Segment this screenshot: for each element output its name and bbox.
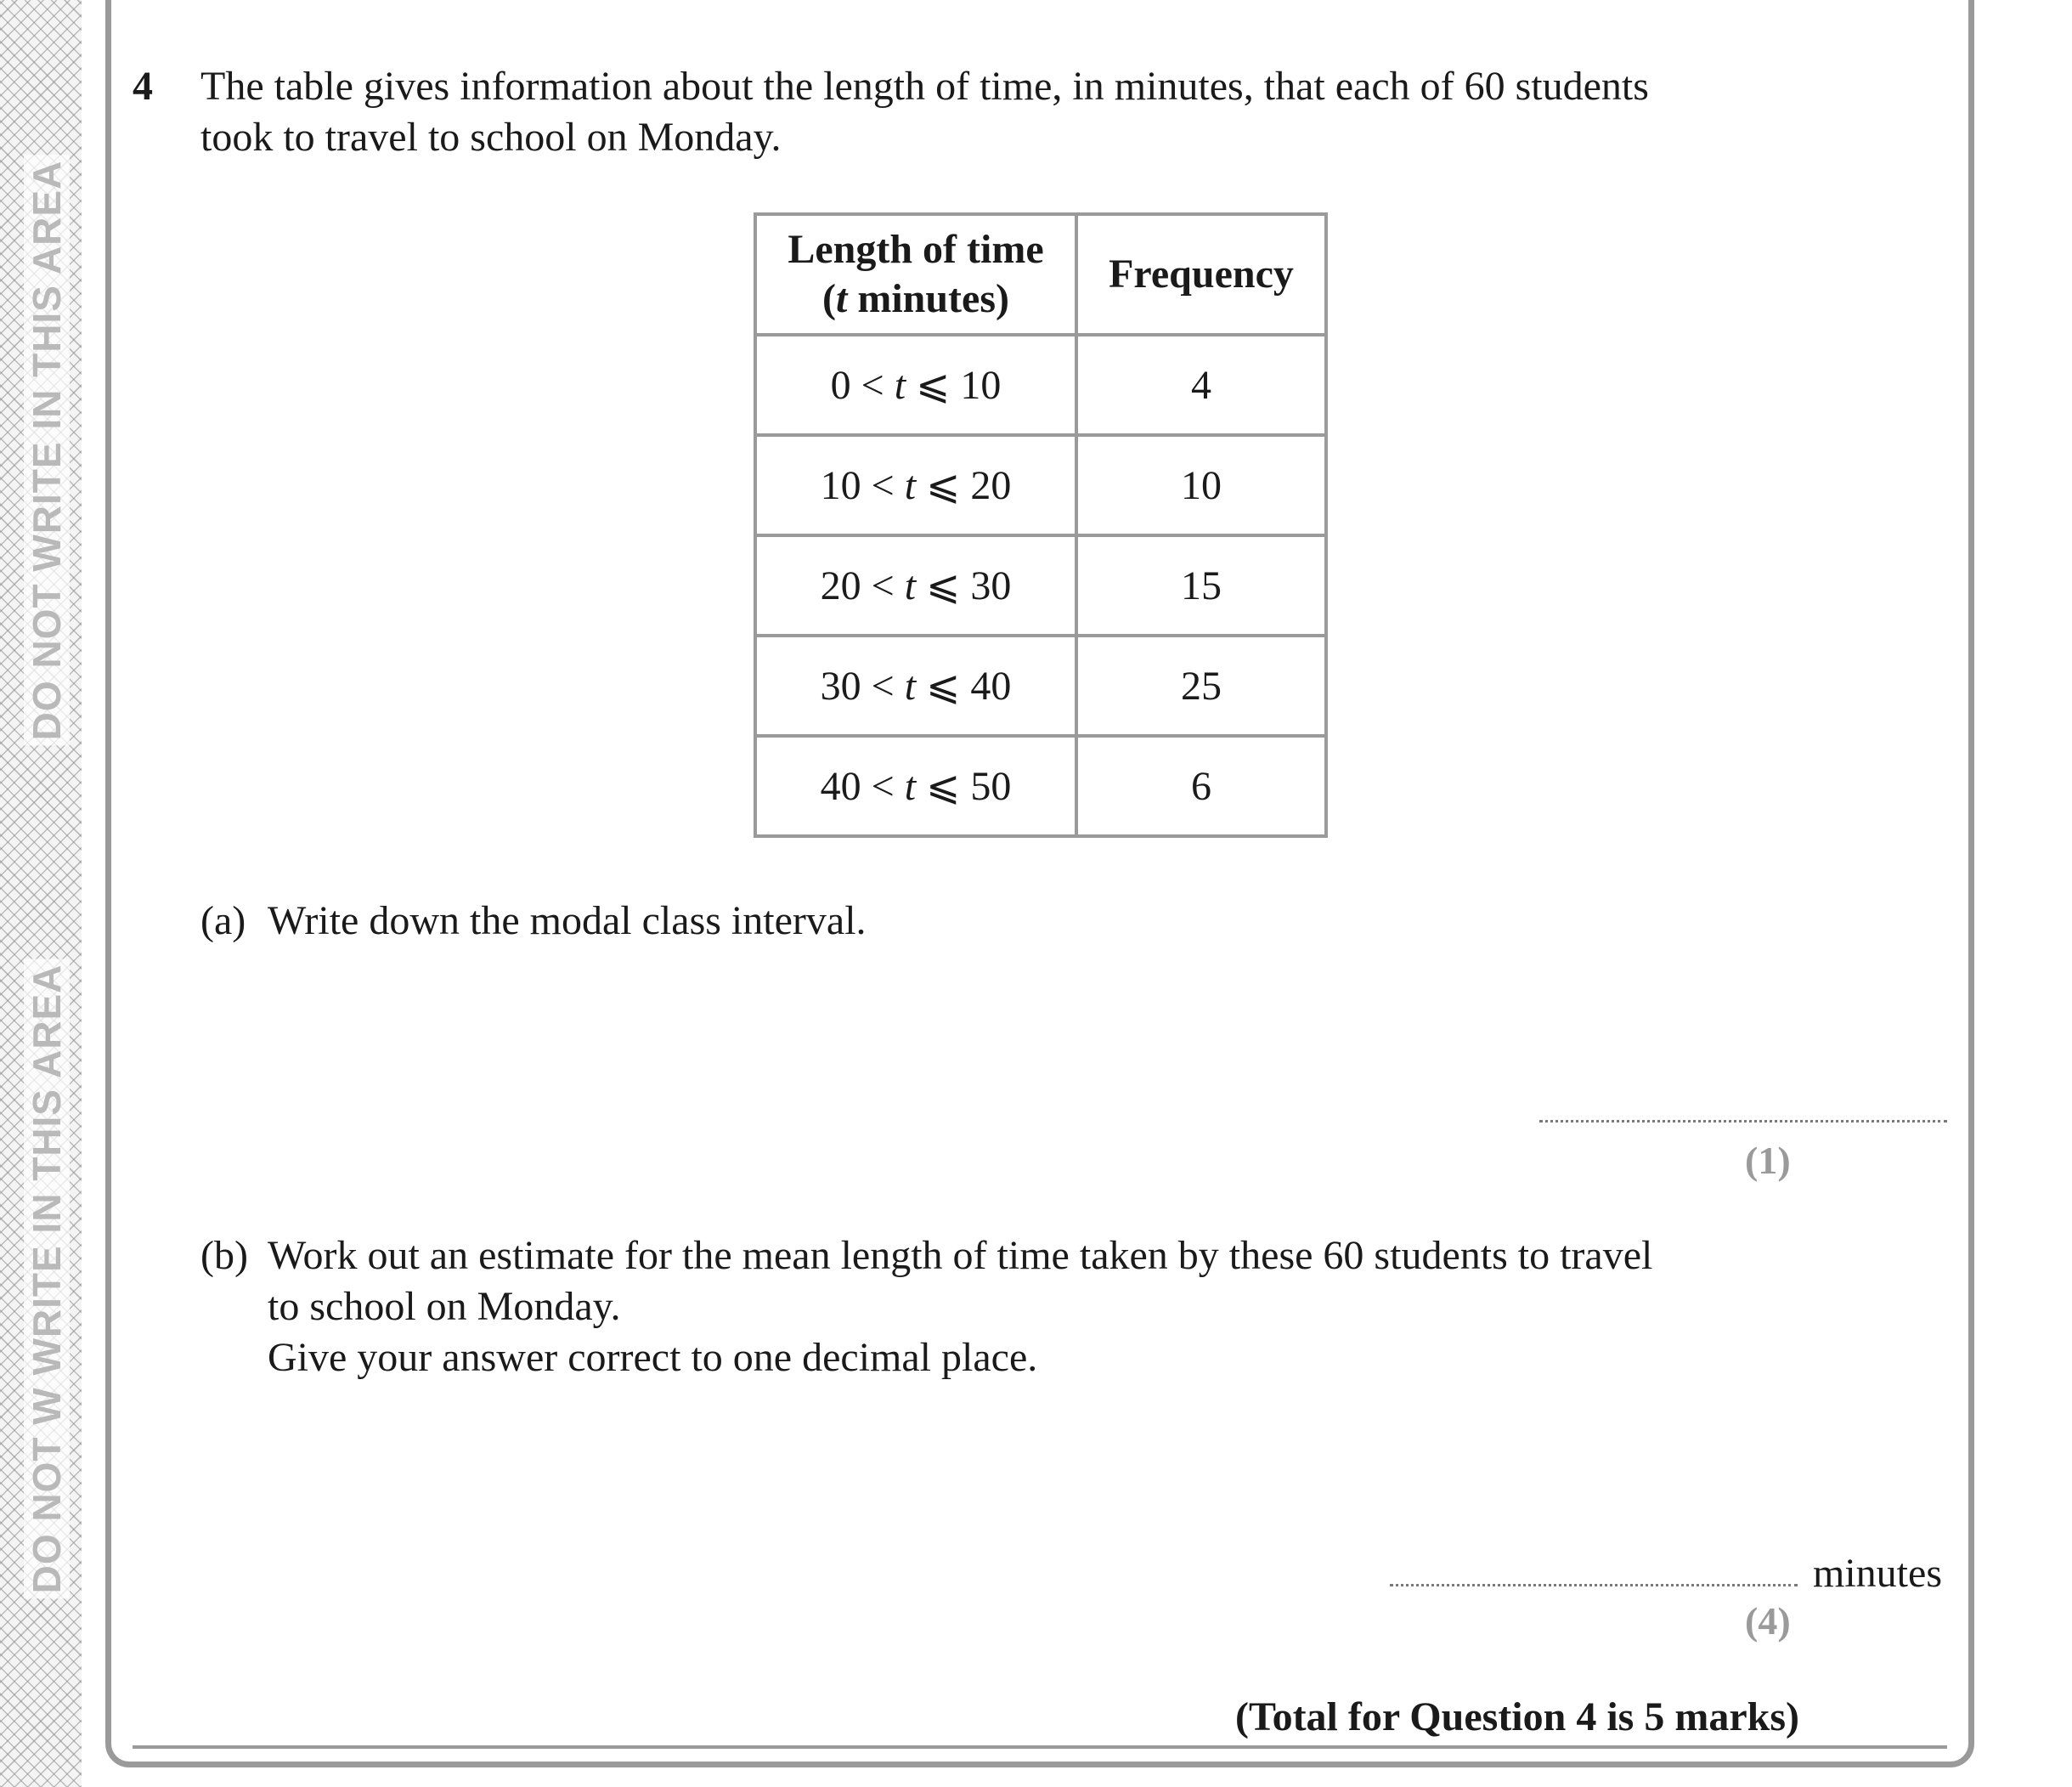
interval-cell [755, 736, 1076, 836]
interval-variable: t [904, 463, 917, 508]
frequency-cell: 10 [1076, 435, 1326, 535]
lt-symbol: < [861, 363, 884, 408]
frequency-cell: 25 [1076, 636, 1326, 736]
part-b-line-2: to school on Monday. [268, 1284, 621, 1329]
table-row [755, 335, 1326, 435]
interval-lower: 30 [820, 664, 861, 709]
margin-warning-top: DO NOT WRITE IN THIS AREA [24, 156, 70, 746]
marks-a: (1) [1745, 1139, 1791, 1182]
table-row [755, 736, 1326, 836]
question-stem [200, 61, 1815, 163]
le-symbol: ⩽ [926, 764, 961, 809]
frequency-cell: 4 [1076, 335, 1326, 435]
interval-variable: t [904, 664, 917, 709]
header-time-line2: (t minutes) [822, 276, 1009, 321]
table-row [755, 535, 1326, 636]
le-symbol: ⩽ [926, 664, 961, 709]
margin-warning-bottom: DO NOT W WRITE IN THIS AREA [24, 959, 70, 1599]
header-length-of-time [755, 214, 1076, 335]
question-number: 4 [133, 64, 153, 109]
table-row [755, 636, 1326, 736]
interval-cell [755, 535, 1076, 636]
part-a [200, 896, 1730, 947]
le-symbol: ⩽ [926, 463, 961, 508]
part-b-text [268, 1230, 1652, 1383]
header-frequency: Frequency [1076, 214, 1326, 335]
stem-line-1: The table gives information about the length of time, in minutes, that each of 60 students [200, 64, 1649, 109]
le-symbol: ⩽ [926, 563, 961, 608]
interval-variable: t [904, 563, 917, 608]
frequency-cell: 6 [1076, 736, 1326, 836]
margin-strip [0, 0, 82, 1787]
table-row [755, 435, 1326, 535]
frequency-cell: 15 [1076, 535, 1326, 636]
answer-line-a[interactable] [1539, 1120, 1947, 1123]
interval-cell [755, 636, 1076, 736]
interval-lower: 10 [820, 463, 861, 508]
part-b-line-3: Give your answer correct to one decimal place. [268, 1335, 1038, 1380]
interval-upper: 40 [970, 664, 1012, 709]
header-time-variable: t [835, 276, 848, 321]
marks-b: (4) [1745, 1599, 1791, 1643]
interval-variable: t [894, 363, 906, 408]
part-a-label: (a) [200, 898, 246, 943]
interval-upper: 50 [970, 764, 1012, 809]
total-marks: (Total for Question 4 is 5 marks) [1234, 1694, 1799, 1739]
answer-line-b[interactable] [1390, 1584, 1798, 1586]
table-header-row [755, 214, 1326, 335]
answer-unit: minutes [1813, 1551, 1942, 1596]
interval-variable: t [904, 764, 917, 809]
part-b [200, 1230, 1815, 1392]
bottom-rule [133, 1745, 1947, 1749]
interval-lower: 20 [820, 563, 861, 608]
lt-symbol: < [871, 664, 895, 709]
part-b-label: (b) [200, 1233, 248, 1278]
part-b-line-1: Work out an estimate for the mean length of time taken by these 60 students to travel [268, 1233, 1653, 1278]
lt-symbol: < [871, 764, 895, 809]
stem-line-2: took to travel to school on Monday. [200, 115, 782, 160]
header-time-unit: minutes [847, 276, 996, 321]
interval-cell [755, 435, 1076, 535]
interval-cell [755, 335, 1076, 435]
le-symbol: ⩽ [916, 363, 951, 408]
interval-upper: 30 [970, 563, 1012, 608]
part-a-text: Write down the modal class interval. [268, 898, 867, 943]
header-time-line1: Length of time [788, 227, 1044, 272]
table-body [755, 335, 1326, 836]
lt-symbol: < [871, 563, 895, 608]
interval-lower: 40 [820, 764, 861, 809]
lt-symbol: < [871, 463, 895, 508]
interval-upper: 10 [960, 363, 1002, 408]
frequency-table [754, 212, 1328, 838]
interval-lower: 0 [830, 363, 851, 408]
interval-upper: 20 [970, 463, 1012, 508]
